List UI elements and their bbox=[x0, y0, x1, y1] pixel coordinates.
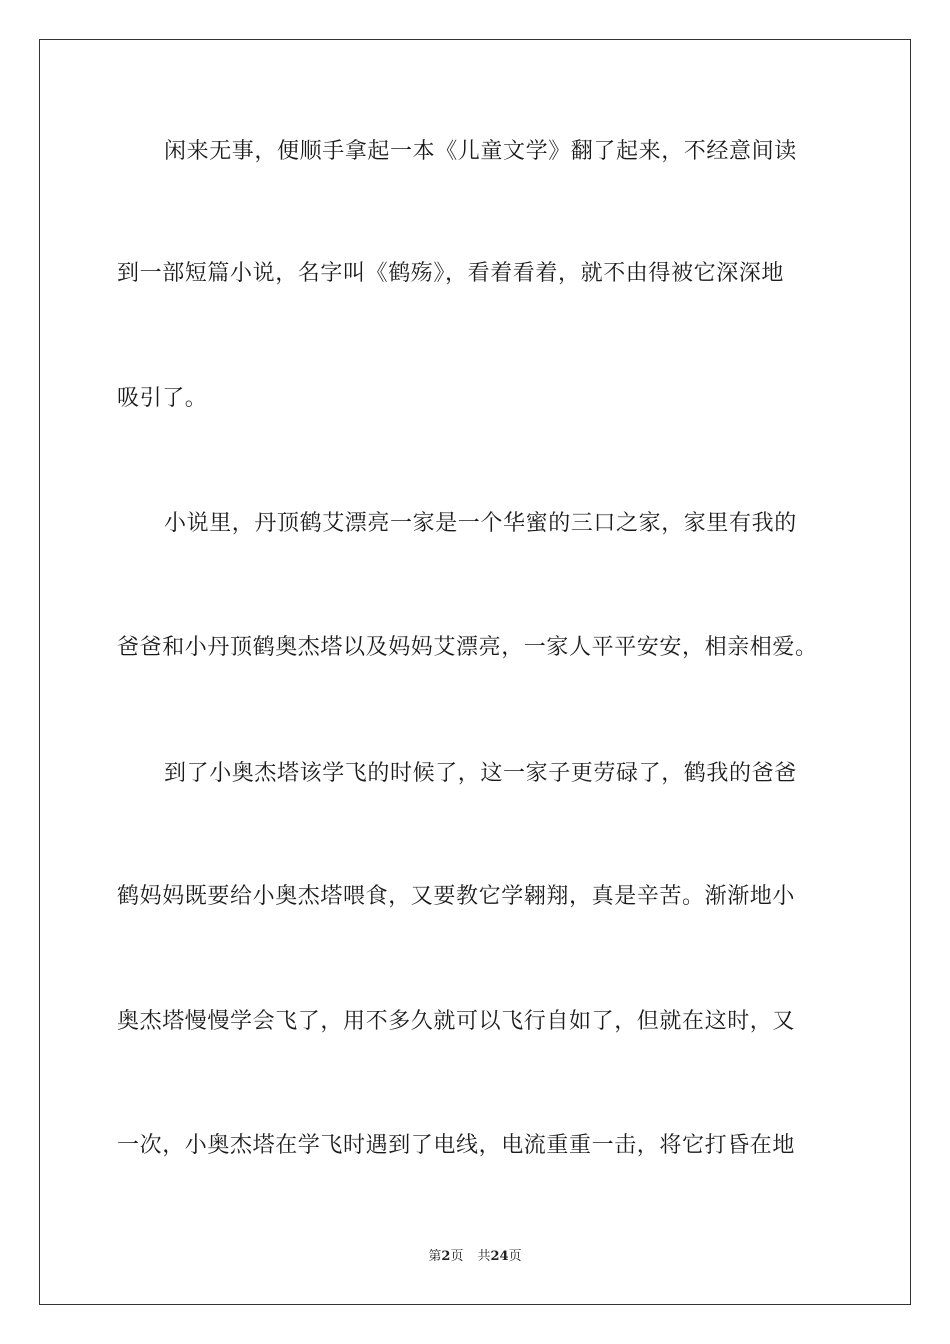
page-suffix: 页 bbox=[450, 1249, 464, 1264]
paragraph-2-line-1: 小说里，丹顶鹤艾漂亮一家是一个华蜜的三口之家，家里有我的 bbox=[164, 511, 797, 536]
page-footer bbox=[0, 1248, 950, 1266]
total-suffix: 页 bbox=[508, 1249, 522, 1264]
paragraph-3-line-4: 一次，小奥杰塔在学飞时遇到了电线，电流重重一击，将它打昏在地 bbox=[117, 1133, 796, 1158]
total-pages: 24 bbox=[490, 1249, 509, 1264]
page-border bbox=[39, 39, 911, 1305]
paragraph-1-line-1: 闲来无事，便顺手拿起一本《儿童文学》翻了起来，不经意间读 bbox=[164, 139, 797, 164]
page-prefix: 第 bbox=[428, 1249, 442, 1264]
total-prefix: 共 bbox=[477, 1249, 491, 1264]
paragraph-3-line-1: 到了小奥杰塔该学飞的时候了，这一家子更劳碌了，鹤我的爸爸 bbox=[164, 761, 797, 786]
paragraph-1-line-3: 吸引了。 bbox=[117, 386, 208, 411]
page-number: 2 bbox=[441, 1249, 451, 1264]
paragraph-3-line-2: 鹤妈妈既要给小奥杰塔喂食，又要教它学翱翔，真是辛苦。渐渐地小 bbox=[117, 884, 796, 909]
paragraph-2-line-2: 爸爸和小丹顶鹤奥杰塔以及妈妈艾漂亮，一家人平平安安，相亲相爱。 bbox=[117, 635, 818, 660]
paragraph-3-line-3: 奥杰塔慢慢学会飞了，用不多久就可以飞行自如了，但就在这时，又 bbox=[117, 1009, 796, 1034]
paragraph-1-line-2: 到一部短篇小说，名字叫《鹤殇》，看着看着，就不由得被它深深地 bbox=[117, 261, 785, 286]
